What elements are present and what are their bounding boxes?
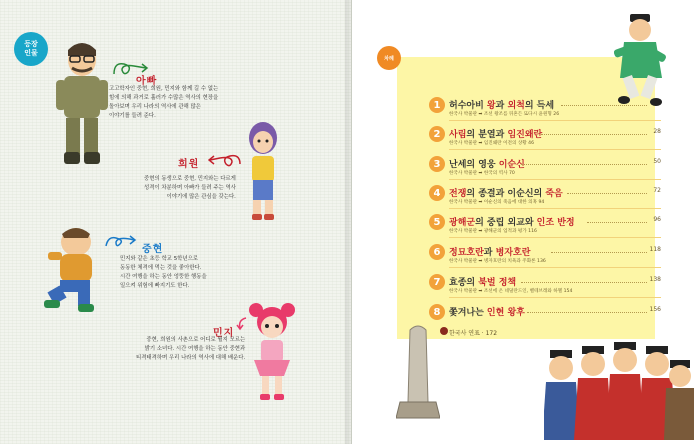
toc-number: 4 bbox=[429, 185, 445, 201]
toc-number: 7 bbox=[429, 274, 445, 290]
chronology-dot-icon bbox=[440, 327, 448, 335]
toc-leader bbox=[567, 193, 647, 194]
title-highlight: 왕 bbox=[486, 101, 496, 111]
character-desc-heewon bbox=[144, 175, 236, 202]
toc-separator bbox=[449, 208, 661, 209]
toc-leader bbox=[521, 282, 647, 283]
toc-separator bbox=[449, 149, 661, 150]
toc-leader bbox=[551, 252, 647, 253]
arrow-swirl-icon bbox=[208, 150, 244, 170]
toc-separator bbox=[449, 179, 661, 180]
desc-line: 민지와 같은 초등 학교 5학년으로 bbox=[120, 256, 198, 262]
toc-number: 3 bbox=[429, 156, 445, 172]
toc-item-3[interactable] bbox=[429, 155, 661, 181]
title-part: 과 bbox=[483, 248, 496, 258]
toc-separator bbox=[449, 267, 661, 268]
officials-group-illustration bbox=[544, 336, 694, 440]
character-desc-junghyun bbox=[120, 255, 207, 291]
desc-line: 이야기를 들려 준다. bbox=[109, 113, 156, 119]
title-highlight: 임진왜란 bbox=[507, 130, 543, 140]
desc-line: 성격이 차분하며 아빠가 들려 주는 역사 bbox=[144, 185, 236, 191]
title-part: 난세의 영웅 bbox=[449, 160, 499, 170]
toc-item-4[interactable] bbox=[429, 184, 661, 210]
toc-title bbox=[449, 305, 525, 318]
title-highlight: 인조 반정 bbox=[536, 218, 575, 228]
toc-number: 2 bbox=[429, 126, 445, 142]
toc-badge: 차례 bbox=[377, 46, 401, 70]
title-part: 쫓겨나는 bbox=[449, 308, 487, 318]
toc-item-2[interactable] bbox=[429, 125, 661, 151]
toc-item-8[interactable] bbox=[429, 303, 661, 329]
toc-leader bbox=[521, 164, 647, 165]
toc-number: 8 bbox=[429, 304, 445, 320]
desc-line: 힘에 의해 과거로 흘러가 수많은 역사의 현장을 bbox=[109, 95, 219, 101]
toc-page-number: 28 bbox=[653, 128, 661, 135]
toc-separator bbox=[449, 120, 661, 121]
toc-separator bbox=[449, 297, 661, 298]
toc-title bbox=[449, 215, 575, 228]
toc-leader bbox=[541, 134, 647, 135]
title-highlight: 죽음 bbox=[545, 189, 563, 199]
right-page-contents bbox=[352, 0, 700, 444]
title-highlight: 북벌 정책 bbox=[478, 278, 517, 288]
title-highlight: 광해군 bbox=[449, 218, 476, 228]
desc-line: 일으켜 위험에 빠지기도 한다. bbox=[120, 283, 190, 289]
toc-title bbox=[449, 245, 530, 258]
character-desc-dad bbox=[109, 85, 218, 121]
cast-badge bbox=[14, 32, 48, 66]
desc-line: 고고학자인 중현, 희원, 민지와 함께 길 수 없는 bbox=[109, 86, 219, 92]
character-name-dad: 아빠 bbox=[136, 76, 158, 87]
running-scholar-illustration bbox=[614, 14, 666, 108]
title-part: 의 분열과 bbox=[466, 130, 508, 140]
title-highlight: 이순신 bbox=[498, 160, 525, 170]
desc-line: 티격태격하며 우리 나라의 역사에 대해 배운다. bbox=[136, 355, 246, 361]
title-highlight: 인현 왕후 bbox=[486, 308, 525, 318]
toc-separator bbox=[449, 237, 661, 238]
cast-badge-line2: 인물 bbox=[24, 49, 38, 57]
arrow-swirl-icon bbox=[104, 232, 138, 250]
character-name-junghyun: 중현 bbox=[142, 244, 164, 255]
desc-line: 시간 여행을 하는 동안 엉뚱한 행동을 bbox=[120, 274, 207, 280]
toc-page-number: 118 bbox=[649, 246, 661, 253]
dad-illustration bbox=[48, 40, 116, 170]
toc-number: 1 bbox=[429, 97, 445, 113]
title-part: 의 종결과 이순신의 bbox=[466, 189, 546, 199]
toc-leader bbox=[587, 222, 647, 223]
title-highlight: 외척 bbox=[507, 101, 525, 111]
title-part: 의 중립 외교와 bbox=[475, 218, 537, 228]
title-part: 과 bbox=[495, 101, 508, 111]
desc-line: 중현, 희원의 사촌으로 어디로 튈지 모르는 bbox=[146, 337, 246, 343]
title-part: 의 득세 bbox=[524, 101, 555, 111]
toc-page-number: 156 bbox=[649, 306, 661, 313]
cast-badge-line1: 등장 bbox=[24, 40, 38, 48]
character-desc-minji bbox=[136, 336, 245, 363]
title-highlight: 정묘호란 bbox=[449, 248, 484, 258]
character-name-minji: 민지 bbox=[213, 328, 235, 339]
toc-subtitle: 한국사 박물관 ➡ 조선 왕조를 뒤흔든 또다시 윤원형 26 bbox=[449, 112, 560, 117]
toc-title bbox=[449, 275, 516, 288]
toc-subtitle: 한국사 박물관 ➡ 임진왜란 이전의 상황 46 bbox=[449, 141, 535, 146]
toc-title bbox=[449, 186, 563, 199]
toc-item-5[interactable] bbox=[429, 213, 661, 239]
toc-item-6[interactable] bbox=[429, 243, 661, 269]
stone-monument-illustration bbox=[396, 322, 440, 422]
title-part: 허수아비 bbox=[449, 101, 487, 111]
desc-line: 중현의 동생으로 중현, 민지와는 다르게 bbox=[144, 176, 236, 182]
toc-leader bbox=[527, 312, 647, 313]
desc-line: 돌아보며 우리 나라의 역사에 관해 많은 bbox=[109, 104, 201, 110]
toc-subtitle: 한국사 박물관 ➡ 광해군의 업적과 평가 116 bbox=[449, 229, 537, 234]
desc-line: 동동한 체격에 먹는 것을 좋아한다. bbox=[120, 265, 202, 271]
minji-illustration bbox=[244, 300, 300, 404]
heewon-illustration bbox=[240, 118, 286, 222]
toc-item-7[interactable] bbox=[429, 273, 661, 299]
chronology-link[interactable]: 한국사 연표 · 172 bbox=[449, 330, 498, 337]
toc-page-number: 138 bbox=[649, 276, 661, 283]
desc-line: 밝기 소녀다. 시간 여행을 하는 동안 중현과 bbox=[144, 346, 246, 352]
toc-page-number: 50 bbox=[653, 158, 661, 165]
desc-line: 이야기에 많은 관심을 갖는다. bbox=[166, 194, 236, 200]
title-highlight: 사림 bbox=[449, 130, 467, 140]
toc-subtitle: 한국사 박물관 ➡ 한국의 역사 70 bbox=[449, 171, 515, 176]
character-name-heewon: 희원 bbox=[178, 159, 200, 170]
junghyun-illustration bbox=[40, 222, 102, 312]
toc-number: 6 bbox=[429, 244, 445, 260]
toc-number: 5 bbox=[429, 214, 445, 230]
toc-subtitle: 한국사 박물관 ➡ 병자호란의 치욕과 주화론 136 bbox=[449, 259, 546, 264]
toc-page-number: 72 bbox=[653, 187, 661, 194]
toc-title bbox=[449, 127, 542, 140]
arrow-swirl-icon bbox=[236, 316, 250, 332]
toc-page-number: 96 bbox=[653, 216, 661, 223]
toc-subtitle: 한국사 박물관 ➡ 조선에 온 네덜란드인, 벨테브레와 하멜 154 bbox=[449, 289, 573, 294]
toc-subtitle: 한국사 박물관 ➡ 이순신의 죽음에 대한 의혹 94 bbox=[449, 200, 545, 205]
title-highlight: 전쟁 bbox=[449, 189, 467, 199]
title-highlight: 병자호란 bbox=[495, 248, 531, 258]
toc-title bbox=[449, 157, 525, 170]
toc-title bbox=[449, 98, 554, 111]
title-part: 효종의 bbox=[449, 278, 479, 288]
